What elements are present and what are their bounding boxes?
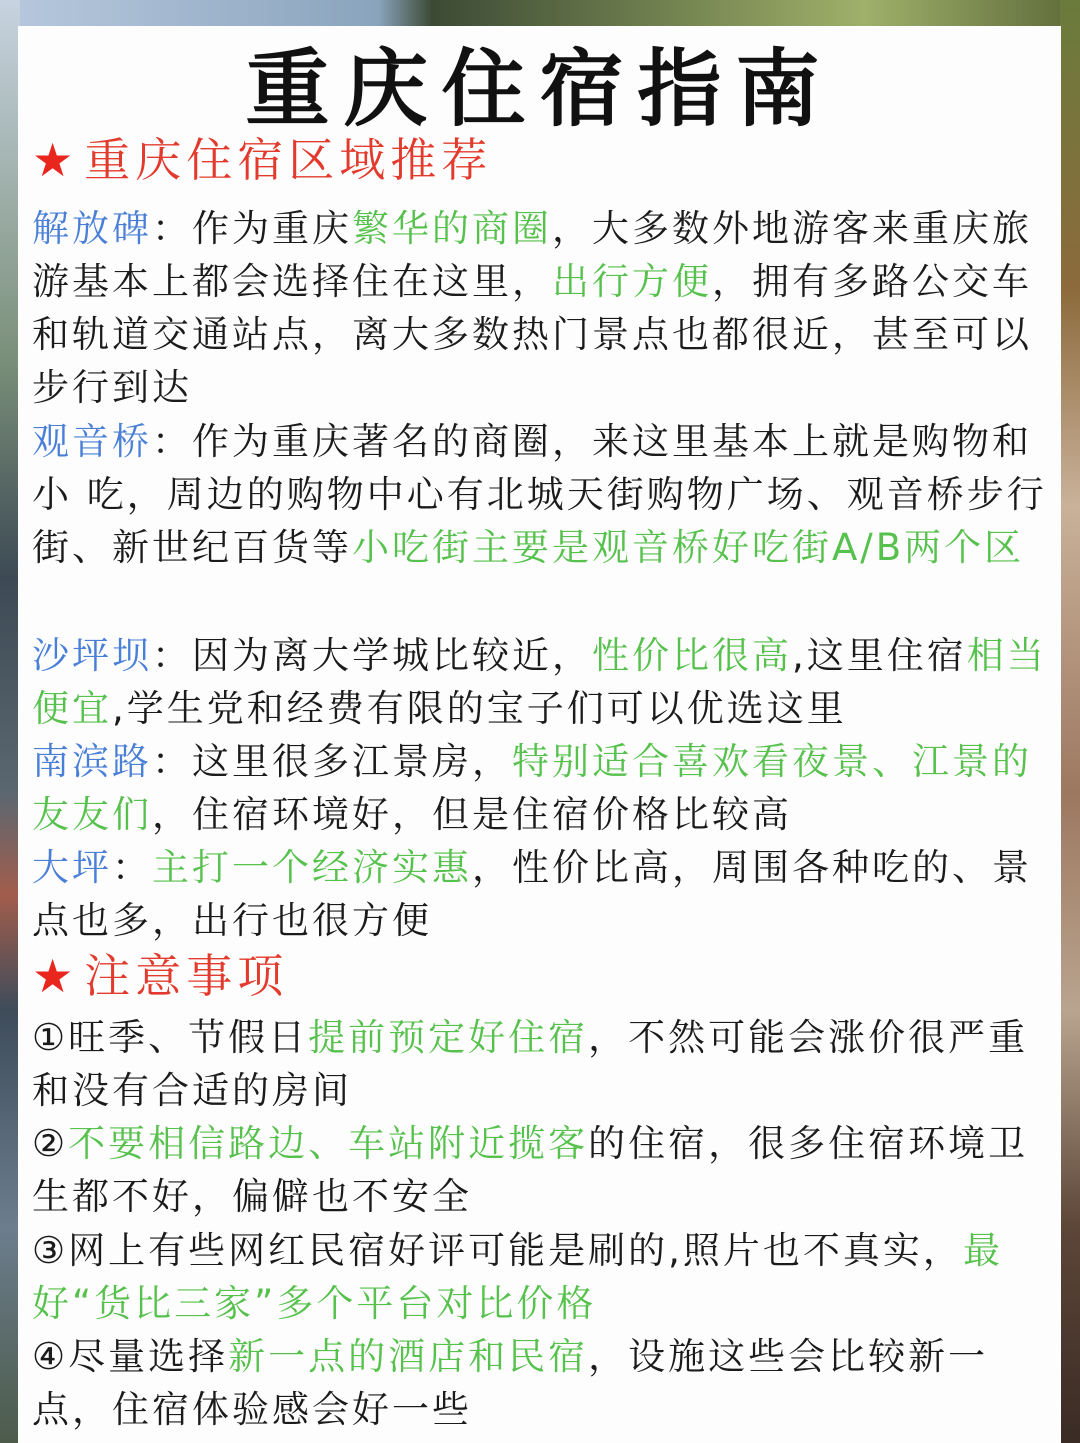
body-text: ④尽量选择 bbox=[32, 1335, 229, 1378]
background-photo-top bbox=[0, 0, 1080, 26]
place-name: 解放碑 bbox=[32, 207, 152, 250]
body-text: 作为重庆 bbox=[192, 207, 352, 250]
body-text: 这里很多江景房， bbox=[192, 740, 512, 783]
area-item-nanbinlu bbox=[32, 735, 1052, 841]
separator: ： bbox=[152, 740, 192, 783]
area-item-daping bbox=[32, 841, 1052, 947]
background-photo-left bbox=[0, 0, 20, 1443]
star-icon: ★ bbox=[32, 949, 79, 1003]
highlight-text: 相当便宜 bbox=[32, 634, 1047, 730]
highlight-text: 出行方便 bbox=[552, 260, 712, 303]
separator: ： bbox=[152, 420, 192, 463]
body-text: 因为离大学城比较近， bbox=[192, 634, 592, 677]
highlight-text: 特别适合喜欢看夜景、江景的友友们 bbox=[32, 740, 1032, 836]
section-heading-text: 重庆住宿区域推荐 bbox=[84, 133, 493, 187]
note-item-3 bbox=[32, 1224, 1052, 1330]
body-text: ,这里住宿 bbox=[792, 634, 967, 677]
body-text: ，住宿环境好，但是住宿价格比较高 bbox=[152, 793, 792, 836]
body-text: ①旺季、节假日 bbox=[32, 1016, 309, 1059]
note-item-1 bbox=[32, 1011, 1052, 1117]
highlight-text: 性价比很高 bbox=[592, 634, 792, 677]
place-name: 大坪 bbox=[32, 846, 112, 889]
highlight-text: 提前预定好住宿 bbox=[308, 1016, 589, 1059]
section-heading-notes bbox=[32, 946, 288, 1006]
body-text: ，拥有多路公交车和轨道交通站点，离大多数热门景点也都很近，甚至可以步行到达 bbox=[32, 260, 1032, 409]
area-item-shapingba bbox=[32, 629, 1052, 735]
separator: ： bbox=[112, 846, 152, 889]
highlight-text: 繁华的商圈 bbox=[352, 207, 552, 250]
place-name: 南滨路 bbox=[32, 740, 152, 783]
place-name: 观音桥 bbox=[32, 420, 152, 463]
body-text: 作为重庆著名的商圈，来这里基本上就是购物和小 吃，周边的购物中心有北城天街购物广场、观音桥步行街、新世纪百货等 bbox=[32, 420, 1047, 569]
body-text: ,学生党和经费有限的宝子们可以优选这里 bbox=[112, 687, 847, 730]
area-item-guanyinqiao bbox=[32, 415, 1052, 574]
background-photo-right bbox=[1060, 0, 1080, 1443]
content-card bbox=[18, 26, 1061, 1443]
page-title: 重庆住宿指南 bbox=[245, 40, 834, 138]
body-text: ，大多数外地游客来重庆旅游基本上都会选择住在这里， bbox=[32, 207, 1032, 303]
highlight-text: 不要相信路边、车站附近揽客 bbox=[68, 1122, 589, 1165]
body-text: ，设施这些会比较新一点，住宿体验感会好一些 bbox=[32, 1335, 989, 1431]
highlight-text: 小吃街主要是观音桥好吃街A/B两个区 bbox=[352, 526, 1025, 569]
section-heading-text: 注意事项 bbox=[84, 949, 289, 1003]
note-item-2 bbox=[32, 1117, 1052, 1223]
body-text: ，性价比高，周围各种吃的、景点也多，出行也很方便 bbox=[32, 846, 1032, 942]
body-text: ③网上有些网红民宿好评可能是刷的,照片也不真实， bbox=[32, 1229, 963, 1272]
body-text: 的住宿，很多住宿环境卫生都不好，偏僻也不安全 bbox=[32, 1122, 1029, 1218]
separator: ： bbox=[152, 207, 192, 250]
section-heading-area-recommend bbox=[32, 130, 492, 190]
star-icon: ★ bbox=[32, 133, 79, 187]
area-item-jiefangbei bbox=[32, 202, 1052, 414]
highlight-text: 新一点的酒店和民宿 bbox=[228, 1335, 589, 1378]
body-text: ，不然可能会涨价很严重和没有合适的房间 bbox=[32, 1016, 1029, 1112]
place-name: 沙坪坝 bbox=[32, 634, 152, 677]
highlight-text: 最好“货比三家”多个平台对比价格 bbox=[32, 1229, 1003, 1325]
separator: ： bbox=[152, 634, 192, 677]
highlight-text: 主打一个经济实惠 bbox=[152, 846, 472, 889]
body-text: ② bbox=[32, 1122, 69, 1165]
note-item-4 bbox=[32, 1330, 1052, 1436]
